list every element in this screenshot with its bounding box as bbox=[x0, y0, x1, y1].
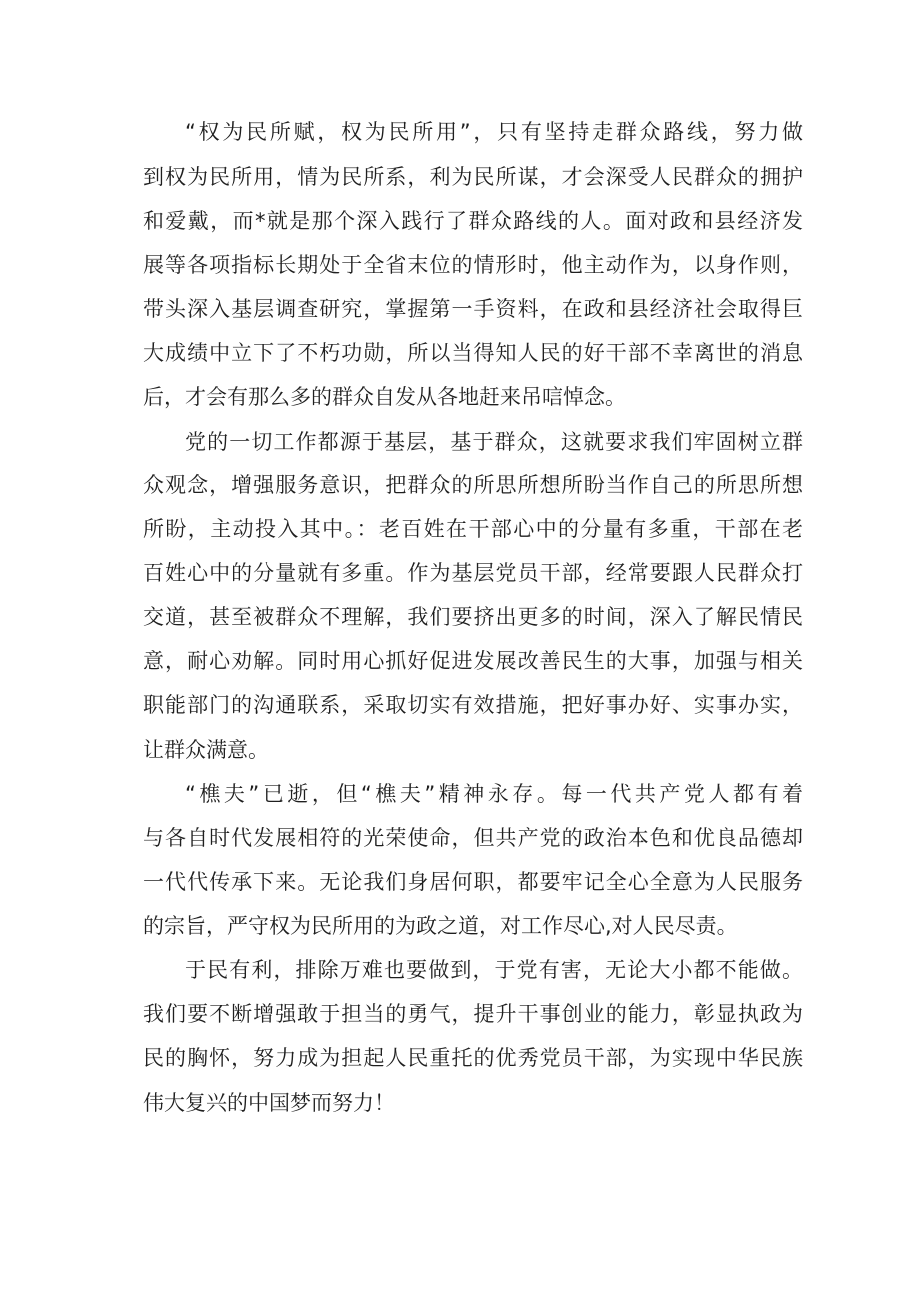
paragraph-line: 党的一切工作都源于基层，基于群众，这就要求我们牢固树立群 bbox=[185, 430, 803, 454]
paragraph-line: 与各自时代发展相符的光荣使命，但共产党的政治本色和优良品德却 bbox=[143, 826, 803, 850]
paragraph-line: 让群众满意。 bbox=[143, 738, 269, 762]
paragraph-line: “樵夫”已逝，但“樵夫”精神永存。每一代共产党人都有着 bbox=[185, 782, 803, 806]
paragraph-line: 一代代传承下来。无论我们身居何职，都要牢记全心全意为人民服务 bbox=[143, 870, 803, 894]
paragraph-line: 的宗旨，严守权为民所用的为政之道，对工作尽心,对人民尽责。 bbox=[143, 914, 738, 938]
paragraph-line: 伟大复兴的中国梦而努力！ bbox=[143, 1091, 395, 1115]
paragraph-line: 交道，甚至被群众不理解，我们要挤出更多的时间，深入了解民情民 bbox=[143, 605, 803, 629]
paragraph-line: 职能部门的沟通联系，采取切实有效措施，把好事办好、实事办实， bbox=[143, 693, 803, 717]
paragraph-line: “权为民所赋，权为民所用”，只有坚持走群众路线，努力做 bbox=[185, 120, 803, 144]
paragraph-line: 所盼，主动投入其中。：老百姓在干部心中的分量有多重，干部在老 bbox=[143, 517, 803, 541]
paragraph-line: 民的胸怀，努力成为担起人民重托的优秀党员干部，为实现中华民族 bbox=[143, 1046, 803, 1070]
paragraph-line: 我们要不断增强敢于担当的勇气，提升干事创业的能力，彰显执政为 bbox=[143, 1002, 803, 1026]
paragraph-line: 大成绩中立下了不朽功勋，所以当得知人民的好干部不幸离世的消息 bbox=[143, 341, 803, 365]
paragraph-line: 百姓心中的分量就有多重。作为基层党员干部，经常要跟人民群众打 bbox=[143, 561, 803, 585]
paragraph-line: 到权为民所用，情为民所系，利为民所谋，才会深受人民群众的拥护 bbox=[143, 165, 803, 189]
paragraph-line: 于民有利，排除万难也要做到，于党有害，无论大小都不能做。 bbox=[185, 958, 803, 982]
paragraph-line: 意，耐心劝解。同时用心抓好促进发展改善民生的大事，加强与相关 bbox=[143, 649, 803, 673]
paragraph-line: 展等各项指标长期处于全省末位的情形时，他主动作为，以身作则， bbox=[143, 253, 803, 277]
paragraph-line: 众观念，增强服务意识，把群众的所思所想所盼当作自己的所思所想 bbox=[143, 473, 803, 497]
paragraph-line: 带头深入基层调查研究，掌握第一手资料，在政和县经济社会取得巨 bbox=[143, 297, 803, 321]
paragraph-line: 后，才会有那么多的群众自发从各地赶来吊唁悼念。 bbox=[143, 385, 626, 409]
paragraph-line: 和爱戴，而*就是那个深入践行了群众路线的人。面对政和县经济发 bbox=[143, 209, 803, 233]
